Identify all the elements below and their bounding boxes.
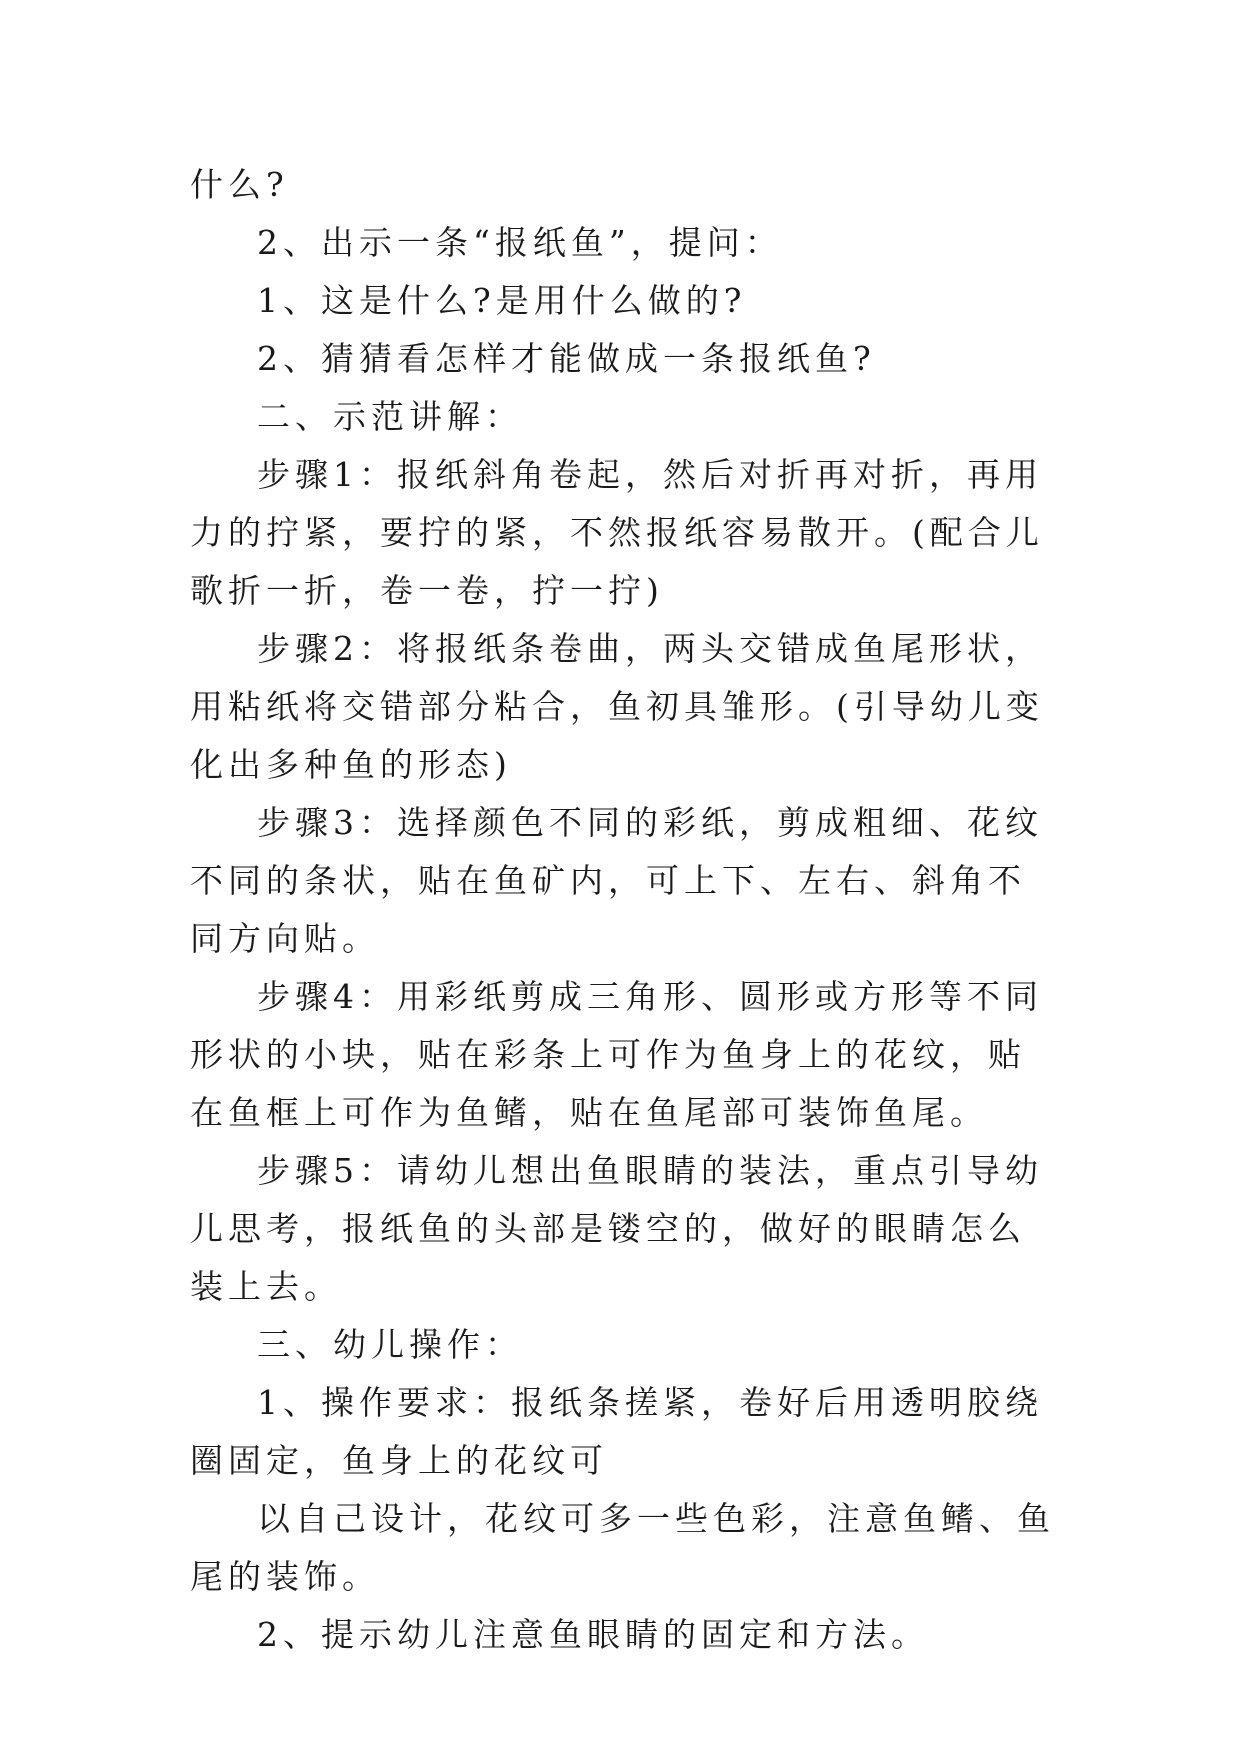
section-heading-child-operation: 三、幼儿操作： [257,1325,523,1364]
paragraph-operation-requirement: 1、操作要求：报纸条搓紧，卷好后用透明胶绕圈固定，鱼身上的花纹可 [190,1383,1043,1480]
section-heading-demonstration: 二、示范讲解： [257,397,523,436]
paragraph-show-newspaper-fish: 2、出示一条“报纸鱼”，提问： [257,223,783,262]
paragraph-step-1: 步骤1：报纸斜角卷起，然后对折再对折，再用力的拧紧，要拧的紧，不然报纸容易散开。(配合儿歌折一折，卷一卷，拧一拧) [190,455,1044,610]
paragraph-eye-reminder: 2、提示幼儿注意鱼眼睛的固定和方法。 [257,1615,929,1654]
paragraph-step-2: 步骤2：将报纸条卷曲，两头交错成鱼尾形状，用粘纸将交错部分粘合，鱼初具雏形。(引导幼儿变化出多种鱼的形态) [190,629,1044,784]
paragraph-step-3: 步骤3：选择颜色不同的彩纸，剪成粗细、花纹不同的条状，贴在鱼矿内，可上下、左右、斜角不同方向贴。 [190,803,1043,958]
paragraph-question-2: 2、猜猜看怎样才能做成一条报纸鱼? [257,339,876,378]
paragraph-step-5: 步骤5：请幼儿想出鱼眼睛的装法，重点引导幼儿思考，报纸鱼的头部是镂空的，做好的眼睛怎么装上去。 [190,1151,1043,1306]
document-body [190,156,1060,1664]
paragraph-operation-requirement-cont: 以自己设计，花纹可多一些色彩，注意鱼鳍、鱼尾的装饰。 [190,1499,1055,1596]
paragraph-question-1: 1、这是什么?是用什么做的? [257,281,747,320]
paragraph-continuation: 什么? [190,165,289,204]
paragraph-step-4: 步骤4：用彩纸剪成三角形、圆形或方形等不同形状的小块，贴在彩条上可作为鱼身上的花纹，贴在鱼框上可作为鱼鳍，贴在鱼尾部可装饰鱼尾。 [190,977,1043,1132]
